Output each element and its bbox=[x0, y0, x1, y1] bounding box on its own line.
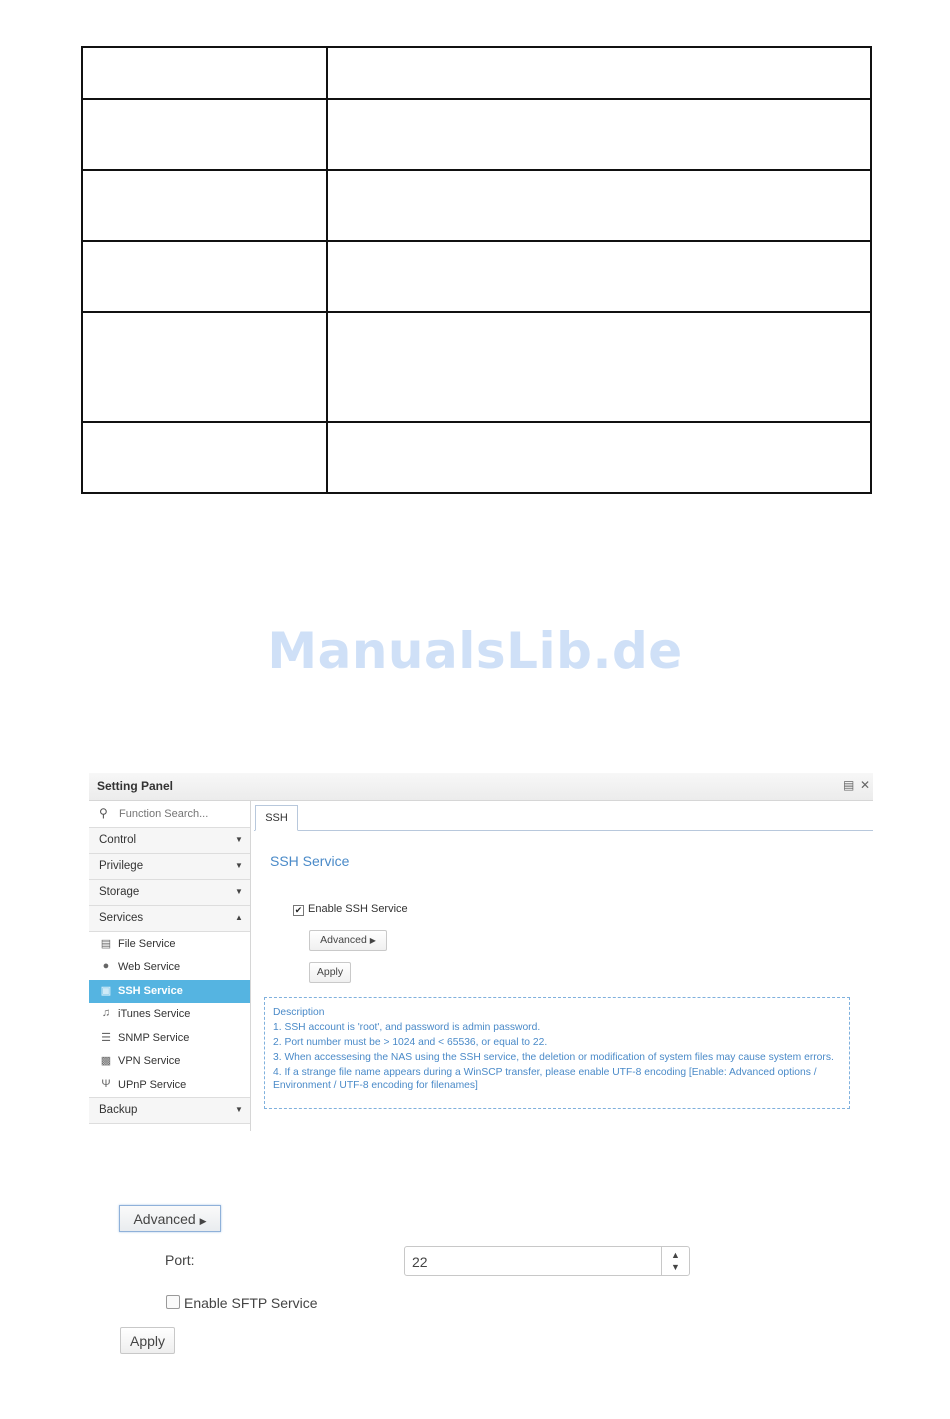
sidebar-item-label: Web Service bbox=[118, 961, 181, 973]
description-line: 3. When accessesing the NAS using the SSH service, the deletion or modification of system files may cause system errors. bbox=[273, 1052, 834, 1063]
sidebar-item-snmp-service[interactable] bbox=[89, 1027, 250, 1050]
description-box bbox=[264, 997, 850, 1109]
sidebar-category-storage[interactable] bbox=[89, 880, 250, 906]
sidebar-category-backup[interactable] bbox=[89, 1097, 250, 1124]
sidebar-item-itunes-service[interactable] bbox=[89, 1003, 250, 1026]
function-search bbox=[89, 801, 250, 828]
description-line: 1. SSH account is 'root', and password is admin password. bbox=[273, 1022, 541, 1033]
enable-sftp-label: Enable SFTP Service bbox=[184, 1295, 318, 1311]
chevron-down-icon: ▼ bbox=[235, 835, 243, 844]
sidebar-item-upnp-service[interactable] bbox=[89, 1074, 250, 1097]
caret-right-icon: ▶ bbox=[199, 1216, 207, 1226]
table-cell bbox=[82, 47, 327, 99]
category-label: Backup bbox=[99, 1104, 138, 1116]
description-line: 2. Port number must be > 1024 and < 65536, or equal to 22. bbox=[273, 1037, 548, 1048]
port-input[interactable] bbox=[410, 1252, 654, 1272]
ssh-service-icon: ▣ bbox=[100, 985, 112, 997]
category-label: Storage bbox=[99, 886, 140, 898]
table-cell bbox=[82, 312, 327, 422]
sidebar-item-file-service[interactable] bbox=[89, 933, 250, 956]
advanced-label: Advanced bbox=[320, 934, 367, 946]
table-cell bbox=[82, 170, 327, 241]
setting-panel bbox=[89, 773, 873, 1131]
panel-header bbox=[89, 773, 873, 801]
vpn-service-icon: ▩ bbox=[100, 1055, 112, 1067]
category-label: Control bbox=[99, 834, 137, 846]
itunes-service-icon: ♫ bbox=[101, 1007, 111, 1019]
chevron-down-icon: ▼ bbox=[235, 1105, 243, 1114]
snmp-service-icon: ☰ bbox=[101, 1032, 111, 1044]
advanced-button[interactable] bbox=[309, 930, 387, 951]
table-cell bbox=[327, 99, 871, 170]
port-label: Port: bbox=[165, 1252, 195, 1268]
upnp-service-icon: Ψ bbox=[101, 1078, 111, 1090]
checkbox-unchecked-icon bbox=[166, 1295, 180, 1309]
file-service-icon: ▤ bbox=[100, 938, 112, 950]
description-heading: Description bbox=[273, 1007, 325, 1018]
caret-right-icon: ▶ bbox=[369, 936, 376, 945]
category-label: Services bbox=[99, 912, 144, 924]
tab-bar bbox=[254, 801, 873, 831]
panel-title: Setting Panel bbox=[97, 779, 174, 793]
table-cell bbox=[82, 422, 327, 493]
description-line: 4. If a strange file name appears during a WinSCP transfer, please enable UTF-8 encoding [Enable: Advanced options / Environment / UTF-8 encoding for filenames] bbox=[273, 1067, 817, 1091]
port-spinner bbox=[661, 1247, 690, 1275]
sidebar-item-label: SNMP Service bbox=[118, 1032, 190, 1044]
ssh-content bbox=[254, 831, 873, 1131]
function-search-input[interactable] bbox=[117, 805, 247, 823]
sidebar-item-label: iTunes Service bbox=[118, 1008, 191, 1020]
spin-up-icon[interactable]: ▲ bbox=[671, 1250, 680, 1260]
port-stepper bbox=[404, 1246, 690, 1276]
chevron-down-icon: ▼ bbox=[235, 861, 243, 870]
sidebar-category-privilege[interactable] bbox=[89, 854, 250, 880]
empty-table bbox=[81, 46, 872, 494]
table-cell bbox=[82, 241, 327, 312]
category-label: Privilege bbox=[99, 860, 144, 872]
watermark: ManualsLib.de bbox=[267, 622, 683, 680]
sidebar-item-label: File Service bbox=[118, 938, 176, 950]
sidebar bbox=[89, 801, 251, 1131]
advanced-label: Advanced bbox=[133, 1211, 196, 1227]
web-service-icon: ● bbox=[102, 960, 110, 972]
sidebar-item-web-service[interactable] bbox=[89, 956, 250, 979]
section-title: SSH Service bbox=[270, 853, 350, 869]
table-cell bbox=[327, 422, 871, 493]
tab-ssh[interactable]: SSH bbox=[255, 805, 298, 831]
advanced-toggle-button[interactable] bbox=[119, 1205, 221, 1232]
apply-button[interactable]: Apply bbox=[309, 962, 351, 983]
sidebar-item-ssh-service[interactable] bbox=[89, 980, 250, 1003]
table-cell bbox=[327, 170, 871, 241]
spin-down-icon[interactable]: ▼ bbox=[671, 1262, 680, 1272]
enable-ssh-label: Enable SSH Service bbox=[308, 903, 408, 915]
chevron-down-icon: ▼ bbox=[235, 887, 243, 896]
sidebar-item-label: SSH Service bbox=[118, 985, 183, 997]
sidebar-item-vpn-service[interactable] bbox=[89, 1050, 250, 1073]
enable-sftp-checkbox[interactable] bbox=[166, 1295, 318, 1311]
sidebar-item-label: VPN Service bbox=[118, 1055, 181, 1067]
minimize-icon[interactable]: ▤ bbox=[843, 778, 855, 792]
close-icon[interactable]: ✕ bbox=[860, 778, 871, 792]
chevron-up-icon: ▲ bbox=[235, 913, 243, 922]
checkbox-checked-icon: ✔ bbox=[294, 905, 303, 915]
table-cell bbox=[82, 99, 327, 170]
enable-ssh-checkbox[interactable] bbox=[293, 903, 408, 916]
table-cell bbox=[327, 312, 871, 422]
table-cell bbox=[327, 241, 871, 312]
apply-button[interactable]: Apply bbox=[120, 1327, 175, 1354]
sidebar-category-services[interactable] bbox=[89, 906, 250, 932]
sidebar-item-label: UPnP Service bbox=[118, 1079, 187, 1091]
search-icon: ⚲ bbox=[99, 806, 108, 820]
sidebar-category-control[interactable] bbox=[89, 828, 250, 854]
table-cell bbox=[327, 47, 871, 99]
